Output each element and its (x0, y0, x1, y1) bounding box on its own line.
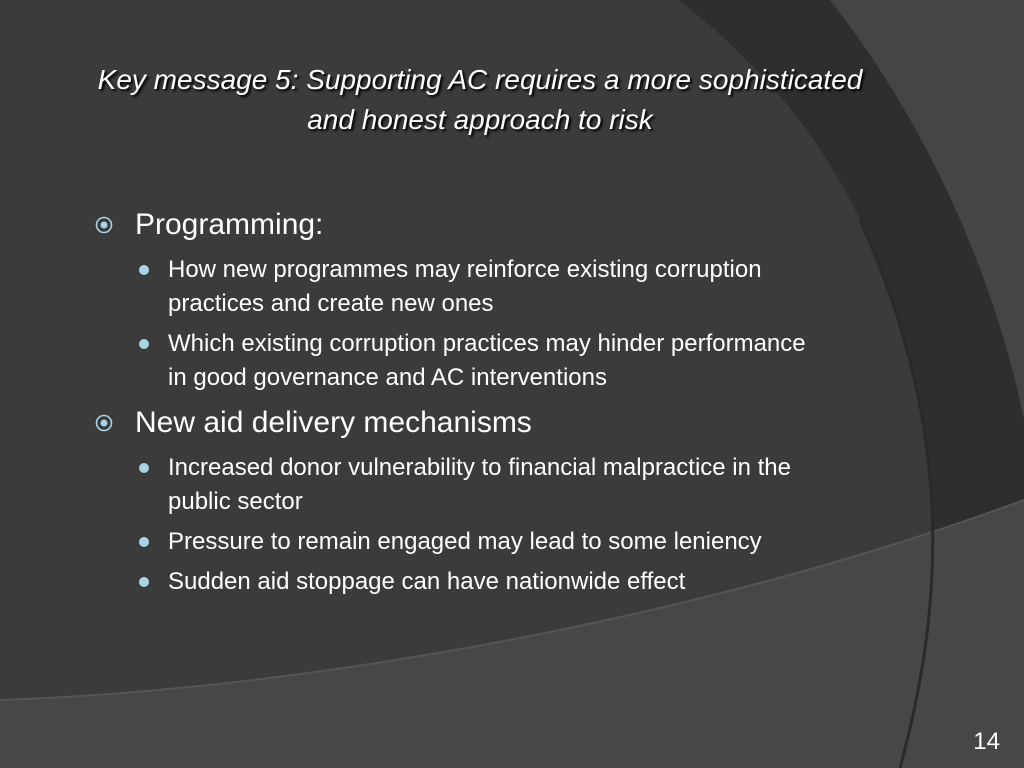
filled-circle-icon (139, 537, 149, 547)
filled-circle-icon (139, 265, 149, 275)
list-item (95, 451, 965, 519)
section-heading (95, 403, 965, 443)
list-item-line: Sudden aid stoppage can have nationwide effect (168, 568, 686, 595)
list-item (95, 327, 965, 395)
section-heading-text: Programming: (135, 208, 324, 241)
filled-circle-icon (139, 577, 149, 587)
list-item-line: Pressure to remain engaged may lead to some leniency (168, 528, 762, 555)
list-item (95, 525, 965, 559)
slide-title (20, 60, 940, 140)
list-item-line: practices and create new ones (168, 290, 494, 317)
list-item-line: public sector (168, 488, 303, 515)
section-heading-text: New aid delivery mechanisms (135, 406, 532, 439)
circled-dot-icon (95, 414, 113, 432)
section-heading (95, 205, 965, 245)
filled-circle-icon (139, 339, 149, 349)
list-item-line: Increased donor vulnerability to financial malpractice in the (168, 454, 792, 481)
list-item (95, 565, 965, 599)
circled-dot-icon (95, 216, 113, 234)
list-item (95, 253, 965, 321)
list-item-line: in good governance and AC interventions (168, 364, 607, 391)
content-area (95, 205, 965, 607)
page-number: 14 (973, 728, 1000, 755)
title-line: Key message 5: Supporting AC requires a more sophisticated (97, 64, 863, 95)
title-line: and honest approach to risk (307, 104, 653, 135)
filled-circle-icon (139, 463, 149, 473)
bullet-list (95, 253, 965, 395)
list-item-line: How new programmes may reinforce existing corruption (168, 256, 762, 283)
bullet-list (95, 451, 965, 599)
list-item-line: Which existing corruption practices may hinder performance (168, 330, 806, 357)
